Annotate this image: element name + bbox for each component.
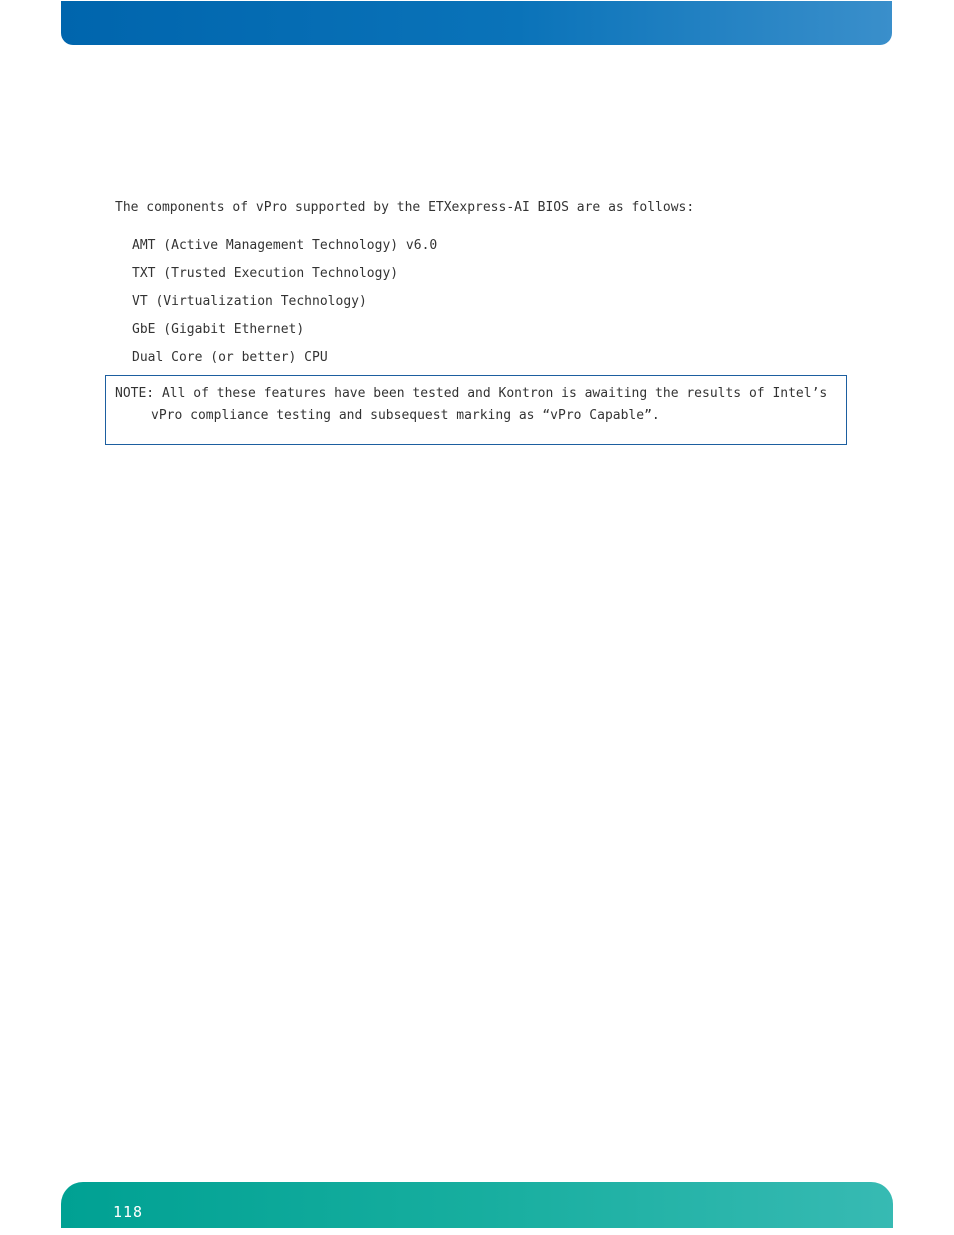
note-text: NOTE: All of these features have been tested and Kontron is awaiting the results of Intel’s vPro compliance testing and subsequest marking as “vPro Capable”. [115,386,828,423]
feature-item-amt: AMT (Active Management Technology) v6.0 [132,238,438,253]
feature-item-cpu: Dual Core (or better) CPU [132,350,328,365]
footer-banner [61,1182,893,1228]
feature-item-txt: TXT (Trusted Execution Technology) [132,266,399,281]
feature-item-gbe: GbE (Gigabit Ethernet) [132,322,305,337]
intro-paragraph: The components of vPro supported by the ETXexpress-AI BIOS are as follows: [115,200,695,215]
page-number: 118 [113,1203,144,1221]
feature-list [132,237,437,377]
note-box [105,375,847,445]
feature-item-vt: VT (Virtualization Technology) [132,294,367,309]
header-banner [61,1,892,45]
